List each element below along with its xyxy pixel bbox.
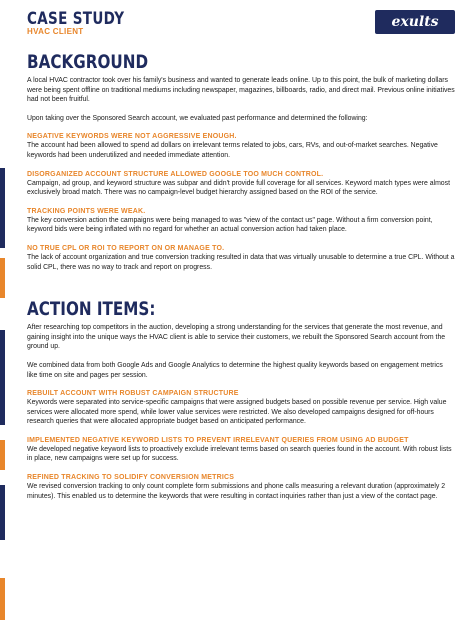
action-item-body: Keywords were separated into service-specific campaigns that were assigned budgets based on possible revenue per service. High value services were allocated more spend, while lower value services were restricted. We also developed campaigns designed for off-hours research queries that were allocated appropriate budget based on anticipated performance. [27,399,447,426]
action-item-body: We revised conversion tracking to only count complete form submissions and phone calls measuring a relevant duration (approximately 2 minutes). This enabled us to determine the keywords that were resulting in contact inquiries rather than just a view of the contact page. [27,483,446,500]
background-item-body: The key conversion action the campaigns were being managed to was "view of the contact us" page. Without a firm conversion point, keyword bids were being inflated with no regard for whether an actual conversion action had taken place. [27,216,433,234]
action-item-title: REFINED TRACKING TO SOLIDIFY CONVERSION METRICS [27,474,235,482]
background-heading: BACKGROUND [27,51,149,73]
action-item-body: We developed negative keyword lists to proactively exclude irrelevant terms based on search queries found in the account. With robust lists in place, new campaigns were set up for success. [27,445,452,463]
background-item-body: The lack of account organization and true conversion tracking resulted in data that was virtually unusable to determine a true CPL. Without a solid CPL, there was no way to track and report on progress. [27,253,455,271]
background-item-title: DISORGANIZED ACCOUNT STRUCTURE ALLOWED GOOGLE TOO MUCH CONTROL. [27,170,324,178]
background-item-title: TRACKING POINTS WERE WEAK. [27,207,146,215]
left-accent-stripe [0,440,5,470]
left-accent-stripe [0,258,5,298]
exults-logo: exults [375,10,455,34]
background-intro: A local HVAC contractor took over his family's business and wanted to generate leads online. Up to this point, the bulk of marketing dollars were being spent offline on traditional mediums including newspaper, magazines, billboards, radio, and direct mail. Previous online initiatives had not been fruitful. [27,77,455,104]
page-header [27,10,455,46]
left-accent-stripe [0,578,5,620]
background-intro-2: Upon taking over the Sponsored Search account, we evaluated past performance and determined the following: [27,114,368,122]
case-study-title: CASE STUDY [27,9,125,28]
left-accent-stripe [0,168,5,248]
client-subtitle: HVAC CLIENT [27,27,84,36]
actions-intro-2: We combined data from both Google Ads and Google Analytics to determine the highest quality keywords based on engagement metrics like time on site and pages per session. [27,361,443,379]
document-content [27,10,455,501]
action-item-title: REBUILT ACCOUNT WITH ROBUST CAMPAIGN STRUCTURE [27,390,239,398]
action-items-heading: ACTION ITEMS: [27,298,156,321]
background-item-title: NEGATIVE KEYWORDS WERE NOT AGGRESSIVE ENOUGH. [27,133,237,141]
left-accent-stripe [0,485,5,540]
action-item-title: IMPLEMENTED NEGATIVE KEYWORD LISTS TO PREVENT IRRELEVANT QUERIES FROM USING AD BUDGET [27,436,409,444]
left-accent-stripe [0,330,5,425]
background-item-title: NO TRUE CPL OR ROI TO REPORT ON OR MANAGE TO. [27,244,225,252]
background-item-body: The account had been allowed to spend ad dollars on irrelevant terms related to jobs, cars, RVs, and out-of-market searches. Negative keywords had been underutilized and needed immediate attention. [27,142,438,159]
actions-intro: After researching top competitors in the auction, developing a strong understanding for the services that generate the most revenue, and gaining insight into the unique ways the HVAC client is able to service their customers, we rebuilt the Sponsored Search account from the ground up. [27,324,446,351]
background-item-body: Campaign, ad group, and keyword structure was subpar and didn't provide full coverage for all services. Keyword match types were almost exclusively broad match. There was no campaign-level budget hierarchy assigned based on the ROI of the service. [27,179,451,197]
